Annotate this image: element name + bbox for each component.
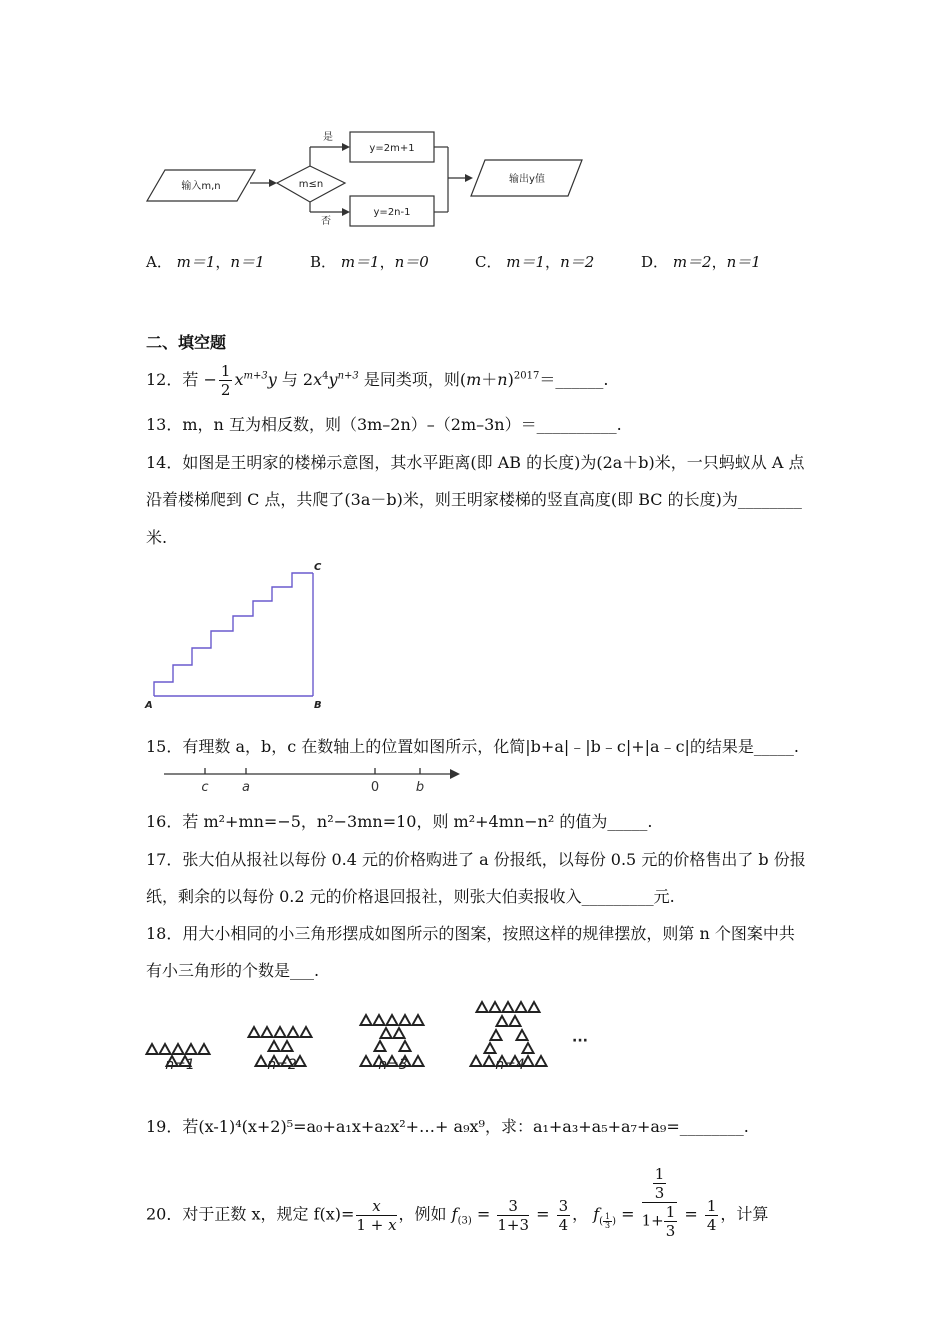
triangle [147,1044,158,1054]
yes-label: 是 [323,132,333,143]
triangle [301,1027,312,1037]
option-d[interactable]: D． m＝2，n＝1 [641,253,761,271]
triangle [503,1002,514,1012]
triangle [471,1056,482,1066]
question-17-line2: 纸，剩余的以每份 0.2 元的价格退回报社，则张大伯卖报收入_________元. [146,887,675,906]
condition-label: m≤n [298,179,324,190]
question-14-line1: 14．如图是王明家的楼梯示意图，其水平距离(即 AB 的长度)为(2a＋b)米，一只蚂蚁从 A 点 [146,453,805,472]
axis-label-b: b [415,780,425,795]
option-a[interactable]: A． m＝1，n＝1 [146,253,265,271]
question-15: 15．有理数 a，b，c 在数轴上的位置如图所示，化简|b+a|﹣|b﹣c|+|a﹣c|的结果是_____. [146,737,800,756]
triangle [361,1056,372,1066]
triangle-patterns [140,995,610,1075]
triangle [490,1002,501,1012]
half-fraction: $\frac{1}{2}$ [220,362,231,399]
triangle [497,1016,508,1026]
question-19: 19．若(x-1)⁴(x+2)⁵=a₀+a₁x+a₂x²+…+ a₉x⁹，求：a₁+a₃+a₅+a₇+a₉=________. [146,1117,749,1136]
triangle [536,1056,547,1066]
question-16: 16．若 m²+mn=−5，n²−3mn=10，则 m²+4mn−n² 的值为_____. [146,812,653,831]
axis-label-a: a [242,780,250,795]
question-13: 13．m，n 互为相反数，则（3m–2n）–（2m–3n）＝__________. [146,415,622,434]
triangle [160,1044,171,1054]
triangle [186,1044,197,1054]
question-20: 20．对于正数 x，规定 f(x)= $\frac{x}{1 + x}$ ，例如 $f_{(3)}$ = $\frac{3}{1+3}$ = $\frac{3}{4}$ ， $f_{( \frac{1}{3} )}$ = $\frac{1}{3}$ 1+ $\frac{1}{3}$ = $\frac{1}{4}$ ，计算 [146,1165,769,1240]
no-box-label: y=2n-1 [373,207,411,218]
triangle [173,1044,184,1054]
f3-result: $\frac{3}{4}$ [558,1196,569,1234]
pattern-label-1: n=1 [165,1057,195,1073]
triangle [485,1043,496,1053]
option-b[interactable]: B． m＝1，n＝0 [310,253,429,271]
axis-label-c: c [201,780,209,795]
flowchart [145,120,615,235]
label-a: A [145,700,153,711]
triangle [413,1015,424,1025]
label-b: B [314,700,322,711]
triangle [275,1027,286,1037]
triangle [262,1027,273,1037]
label-c: C [314,562,322,573]
triangle [288,1027,299,1037]
no-label: 否 [321,216,331,227]
triangle [269,1041,280,1051]
pattern-label-4: n=4 [495,1057,525,1073]
section-title: 二、填空题 [146,333,227,352]
question-18-line2: 有小三角形的个数是___. [146,961,320,980]
triangle [529,1002,540,1012]
triangle [400,1041,411,1051]
f3-fraction: $\frac{3}{1+3}$ [497,1196,529,1234]
triangle [517,1030,528,1040]
input-label: 输入m,n [181,181,221,192]
pattern-label-3: n=3 [378,1057,408,1073]
yes-box-label: y=2m+1 [369,143,415,154]
triangle [387,1015,398,1025]
triangle [394,1028,405,1038]
triangle [491,1030,502,1040]
staircase-diagram [140,560,340,715]
triangle [510,1016,521,1026]
triangle [361,1015,372,1025]
question-12: 12．若 − $\frac{1}{2}$ $x^{m+3}y$ 与 $2x^4y^{n+3}$ 是同类项，则$(m+n)^{2017}=\_\_\_\_\_\_$. [146,362,609,399]
option-c[interactable]: C． m＝1，n＝2 [475,253,595,271]
pattern-label-2: n=2 [267,1057,297,1073]
number-line [160,760,470,796]
f13-result: $\frac{1}{4}$ [706,1196,717,1234]
fx-fraction: $\frac{x}{1 + x}$ [356,1196,397,1234]
triangle [374,1015,385,1025]
axis-label-zero: 0 [370,780,380,795]
triangle [413,1056,424,1066]
triangle [516,1002,527,1012]
question-14-line2: 沿着楼梯爬到 C 点，共爬了(3a－b)米，则王明家楼梯的竖直高度(即 BC 的长度)为________ [146,490,802,509]
pattern-ellipsis: ··· [572,1033,588,1049]
triangle [199,1044,210,1054]
triangle [256,1056,267,1066]
f13-fraction: $\frac{1}{3}$ 1+ $\frac{1}{3}$ [641,1165,676,1240]
f13-sub-fraction: $\frac{1}{3}$ [605,1211,611,1230]
output-label: 输出y值 [509,174,545,185]
question-18-line1: 18．用大小相同的小三角形摆成如图所示的图案，按照这样的规律摆放，则第 n 个图案中共 [146,924,795,943]
triangle [523,1043,534,1053]
question-14-line3: 米. [146,528,168,547]
triangle [484,1056,495,1066]
triangle [400,1015,411,1025]
triangle [375,1041,386,1051]
question-17-line1: 17．张大伯从报社以每份 0.4 元的价格购进了 a 份报纸，以每份 0.5 元的价格售出了 b 份报 [146,850,806,869]
triangle [249,1027,260,1037]
triangle [282,1041,293,1051]
triangle [381,1028,392,1038]
triangle [477,1002,488,1012]
